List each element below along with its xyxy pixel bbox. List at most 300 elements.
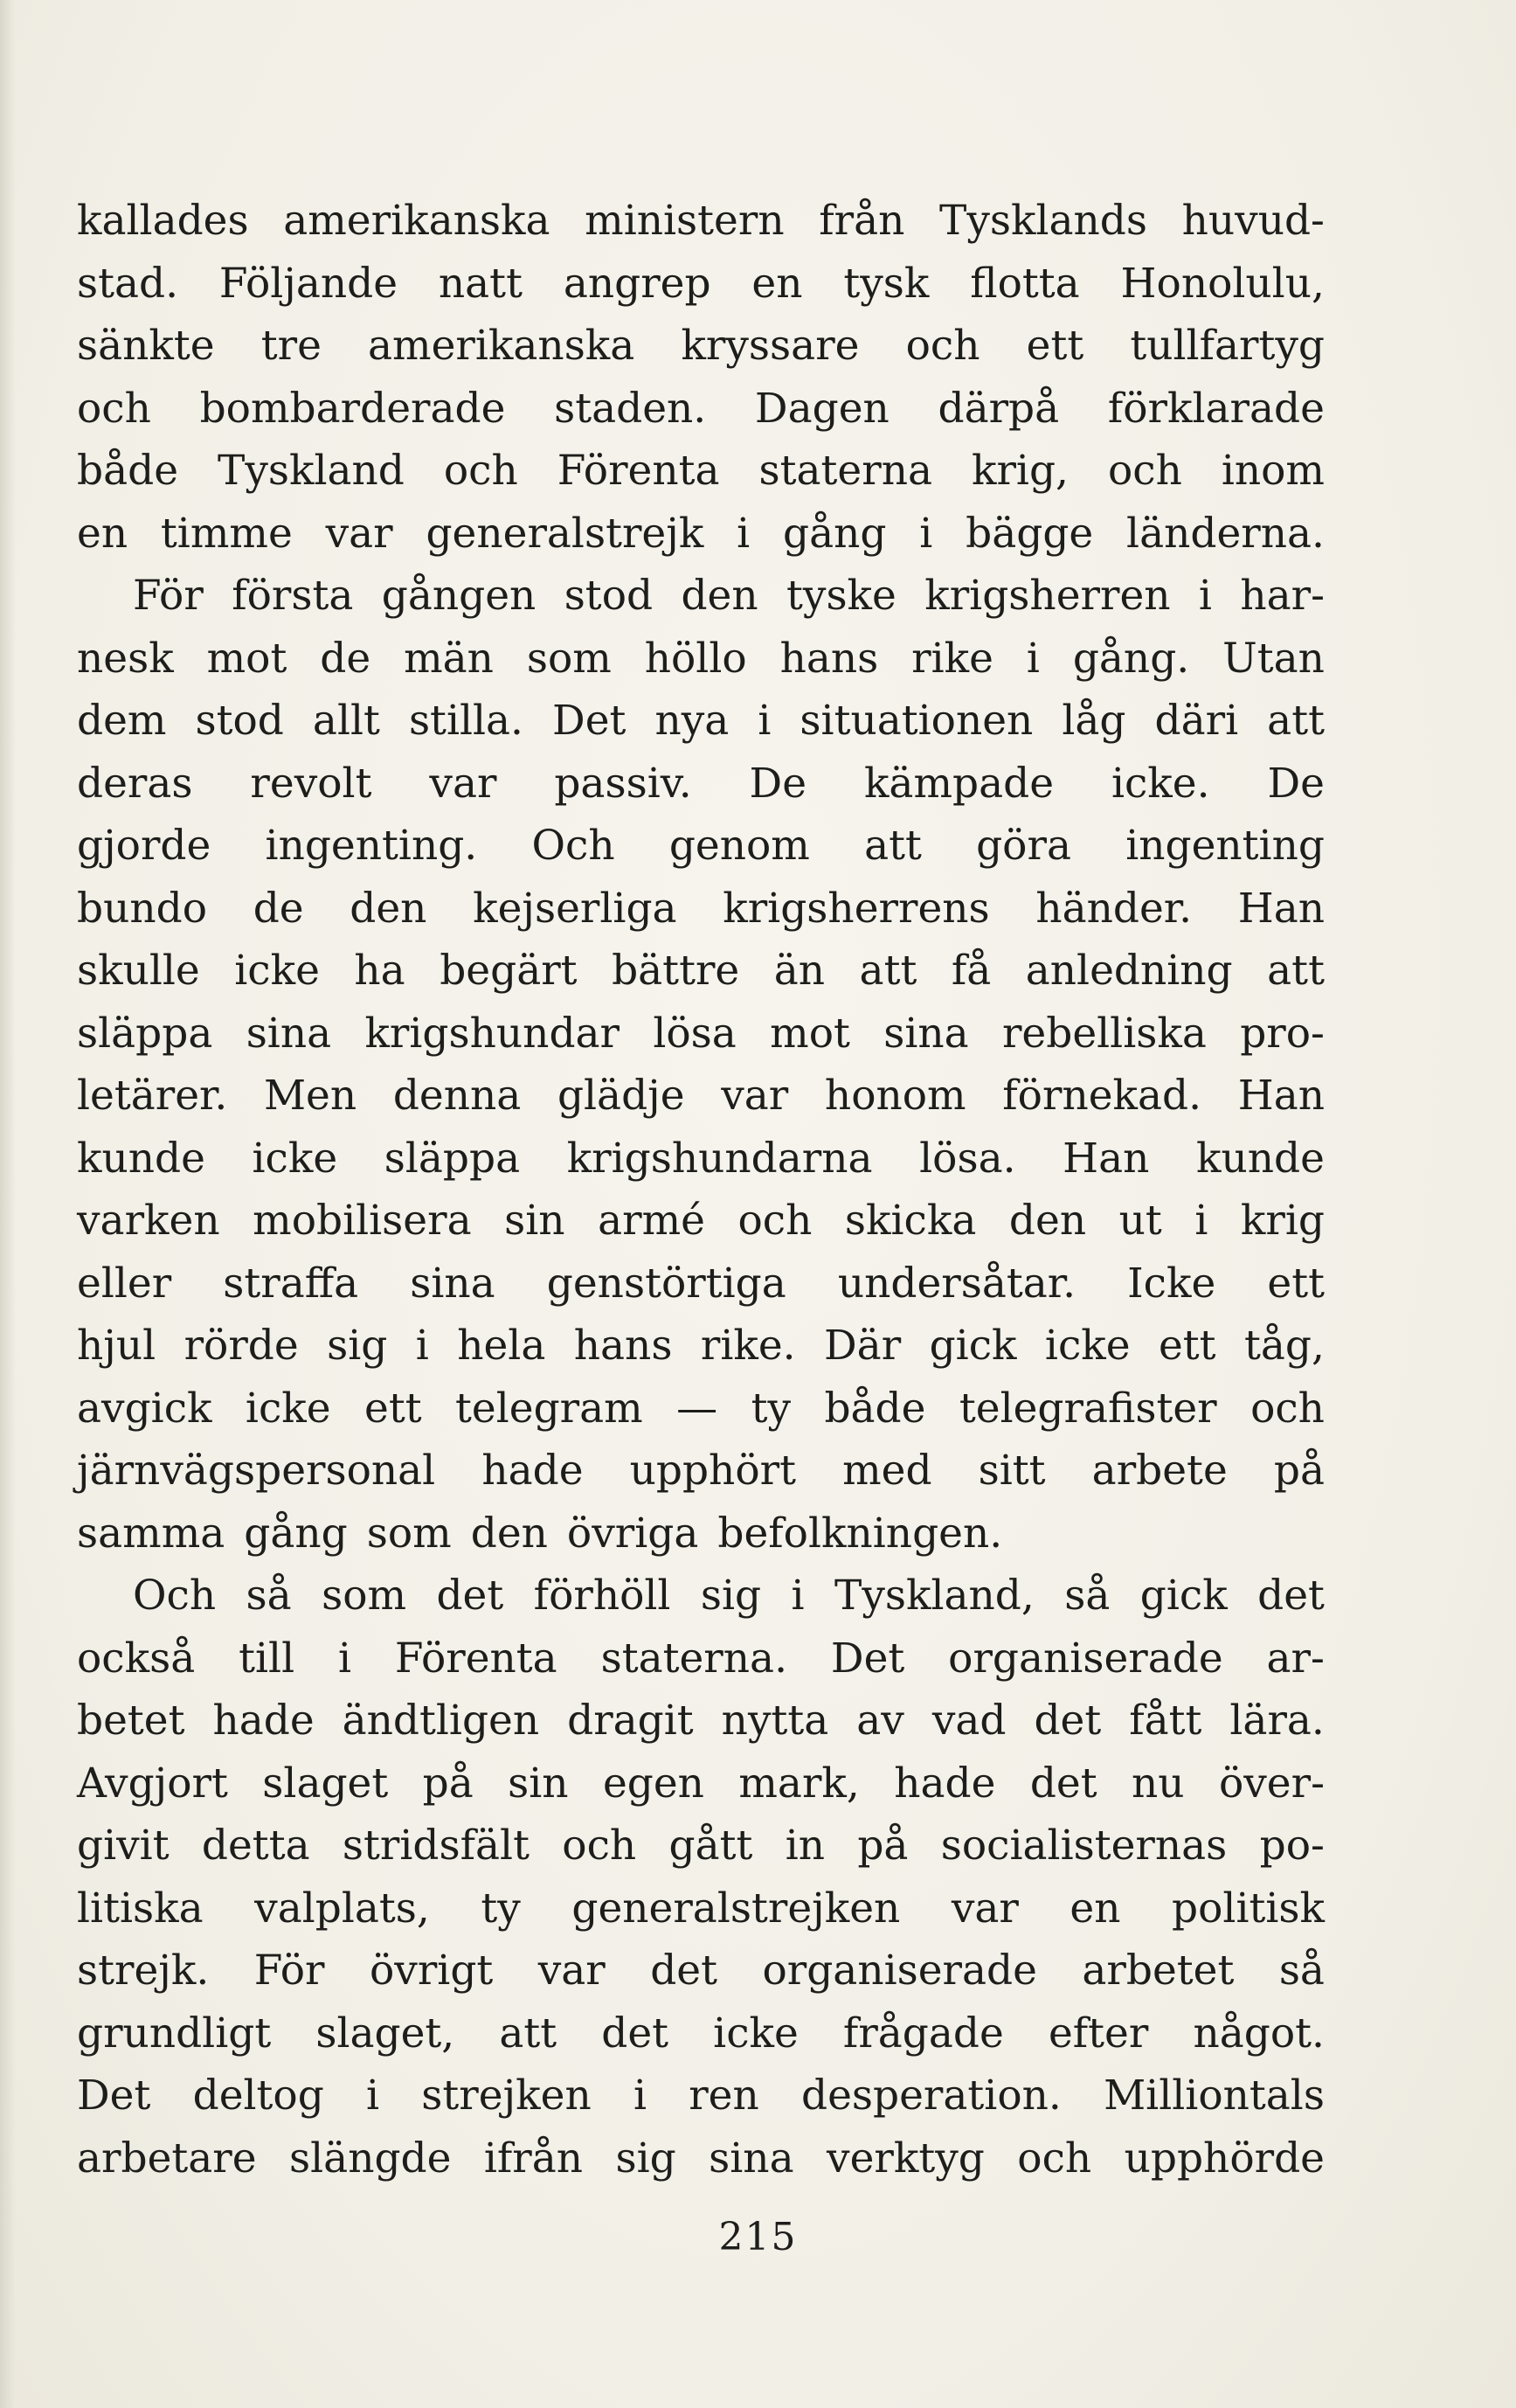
word: från	[819, 197, 905, 245]
text-line	[77, 440, 1325, 503]
word: kryssare	[681, 322, 860, 370]
word: det	[1257, 1572, 1325, 1620]
word: bättre	[612, 947, 740, 995]
word: dragit	[567, 1697, 694, 1745]
word: en	[1070, 1884, 1121, 1933]
word: amerikanska	[283, 197, 550, 245]
word: strejk.	[77, 1947, 210, 1995]
word: mot	[206, 634, 287, 683]
text-line	[77, 315, 1325, 378]
word: dem	[77, 697, 167, 745]
word: både	[824, 1384, 926, 1433]
word: givit	[77, 1822, 170, 1870]
word: arbete	[1091, 1447, 1228, 1495]
word: strejken	[421, 2071, 592, 2120]
word: i	[737, 509, 751, 558]
word: pro-	[1240, 1009, 1325, 1058]
word: detta	[201, 1822, 310, 1870]
word: socialisternas	[940, 1822, 1228, 1870]
word: både	[77, 447, 179, 495]
word: honom	[824, 1072, 966, 1120]
word: sina	[246, 1009, 332, 1058]
word: eller	[77, 1259, 172, 1308]
text-line	[77, 878, 1325, 940]
word: hela	[457, 1322, 546, 1370]
word: sig	[327, 1322, 388, 1370]
text-line	[77, 1502, 1325, 1565]
word: det	[650, 1947, 718, 1995]
word: tyske	[786, 572, 896, 620]
word: händer.	[1035, 884, 1193, 933]
word: genstörtiga	[546, 1259, 786, 1308]
word: på	[422, 1759, 474, 1808]
text-line	[77, 1253, 1325, 1315]
word: sin	[504, 1197, 565, 1245]
word: icke	[713, 2009, 799, 2058]
text-line	[77, 253, 1325, 316]
word: tåg,	[1243, 1322, 1325, 1370]
word: män	[404, 634, 494, 683]
text-line	[77, 1065, 1325, 1128]
word: sig	[700, 1572, 762, 1620]
word: ar-	[1266, 1634, 1325, 1683]
word: mobilisera	[253, 1197, 472, 1245]
word: lära.	[1229, 1697, 1325, 1745]
word: vad	[931, 1697, 1007, 1745]
word: litiska	[77, 1884, 204, 1933]
word: ministern	[585, 197, 785, 245]
word: till	[239, 1634, 295, 1683]
word: ty	[481, 1884, 521, 1933]
word: Tyskland	[217, 447, 405, 495]
word: slaget,	[315, 2009, 455, 2058]
text-line	[77, 1190, 1325, 1253]
word: i	[791, 1572, 805, 1620]
page-number: 215	[718, 2215, 798, 2259]
text-line	[77, 503, 1325, 566]
word: icke	[1044, 1322, 1131, 1370]
word: in	[785, 1822, 826, 1870]
word: flotta	[970, 259, 1080, 308]
word: Honolulu,	[1120, 259, 1325, 308]
word: slaget	[262, 1759, 389, 1808]
word: stridsfält	[342, 1822, 530, 1870]
word: krig	[1240, 1197, 1325, 1245]
word: rike.	[700, 1322, 796, 1370]
word: verktyg	[827, 2134, 985, 2182]
word: en	[751, 259, 803, 308]
word: tre	[260, 322, 322, 370]
word: krig,	[971, 447, 1069, 495]
word: nesk	[77, 634, 174, 683]
word: De	[749, 759, 807, 808]
word: sina	[410, 1259, 495, 1308]
text-line	[77, 1940, 1325, 2002]
word: situationen	[800, 697, 1034, 745]
text-line	[77, 753, 1325, 815]
word: desperation.	[801, 2071, 1062, 2120]
word: staden.	[554, 384, 707, 433]
word: icke	[234, 947, 320, 995]
word: angrep	[563, 259, 711, 308]
word: Milliontals	[1104, 2071, 1325, 2120]
word: telegram	[455, 1384, 643, 1433]
word: den	[681, 572, 758, 620]
word: en	[77, 509, 128, 558]
word: var	[951, 1884, 1019, 1933]
word: av	[856, 1697, 904, 1745]
word: sina	[709, 2134, 794, 2182]
word: krigsherren	[924, 572, 1171, 620]
word: förnekad.	[1002, 1072, 1202, 1120]
word: och	[1017, 2134, 1092, 2182]
text-line	[77, 2002, 1325, 2065]
word: mot	[770, 1009, 850, 1058]
word: arbetare	[77, 2134, 257, 2182]
word: betet	[77, 1697, 185, 1745]
word: Förenta	[394, 1634, 557, 1683]
word: hade	[894, 1759, 996, 1808]
word: Utan	[1222, 634, 1325, 683]
word: politisk	[1172, 1884, 1325, 1933]
word: att	[499, 2009, 557, 2058]
word: den	[470, 1509, 548, 1558]
word: undersåtar.	[837, 1259, 1076, 1308]
word: kämpade	[863, 759, 1055, 808]
word: och	[1250, 1384, 1325, 1433]
word: rörde	[183, 1322, 299, 1370]
word: timme	[160, 509, 293, 558]
word: den	[1008, 1197, 1087, 1245]
word: ett	[1267, 1259, 1325, 1308]
word: ett	[364, 1384, 422, 1433]
word: frågade	[842, 2009, 1004, 2058]
word: Avgjort	[77, 1759, 228, 1808]
word: Tyskland,	[834, 1572, 1035, 1620]
word: lösa	[653, 1009, 737, 1058]
word: lösa.	[919, 1134, 1016, 1183]
text-line	[77, 940, 1325, 1003]
text-line	[77, 690, 1325, 753]
word: Det	[552, 697, 626, 745]
word: nytta	[721, 1697, 829, 1745]
word: natt	[438, 259, 523, 308]
word: skicka	[844, 1197, 977, 1245]
word: sina	[883, 1009, 969, 1058]
word: tysk	[843, 259, 930, 308]
word: Han	[1063, 1134, 1150, 1183]
word: har-	[1240, 572, 1325, 620]
word: stad.	[77, 259, 179, 308]
word: slängde	[289, 2134, 452, 2182]
word: För	[133, 572, 204, 620]
word: Det	[830, 1634, 905, 1683]
word: generalstrejken	[571, 1884, 901, 1933]
word: i	[633, 2071, 647, 2120]
word: icke.	[1111, 759, 1210, 808]
word: som	[526, 634, 612, 683]
word: över-	[1218, 1759, 1325, 1808]
word: än	[773, 947, 826, 995]
word: att	[1267, 947, 1325, 995]
word: den	[350, 884, 427, 933]
text-line	[77, 1565, 1325, 1627]
word: Där	[824, 1322, 902, 1370]
word: ingenting.	[265, 822, 478, 870]
word: höllo	[644, 634, 747, 683]
word: första	[232, 572, 354, 620]
word: straffa	[223, 1259, 359, 1308]
word: stod	[195, 697, 284, 745]
word: grundligt	[77, 2009, 272, 2058]
word: förhöll	[533, 1572, 671, 1620]
word: övriga	[566, 1509, 699, 1558]
word: att	[859, 947, 917, 995]
word: gjorde	[77, 822, 211, 870]
word: fått	[1129, 1697, 1202, 1745]
word: generalstrejk	[426, 509, 704, 558]
word: upphörde	[1124, 2134, 1325, 2182]
text-line	[77, 1440, 1325, 1502]
word: icke	[252, 1134, 338, 1183]
word: i	[1198, 572, 1212, 620]
word: i	[366, 2071, 380, 2120]
word: i	[1194, 1197, 1208, 1245]
word: och	[905, 322, 980, 370]
word: förklarade	[1107, 384, 1325, 433]
word: också	[77, 1634, 196, 1683]
word: Och	[531, 822, 615, 870]
word: ingenting	[1125, 822, 1325, 870]
word: bägge	[966, 509, 1094, 558]
word: deras	[77, 759, 193, 808]
word: krigshundar	[364, 1009, 620, 1058]
word: hjul	[77, 1322, 156, 1370]
word: tullfartyg	[1130, 322, 1325, 370]
word: Han	[1237, 884, 1325, 933]
word: hans	[573, 1322, 673, 1370]
word: ett	[1158, 1322, 1216, 1370]
word: nu	[1132, 1759, 1185, 1808]
word: och	[1107, 447, 1182, 495]
word: ifrån	[483, 2134, 584, 2182]
text-line	[77, 1315, 1325, 1377]
word: Och	[133, 1572, 217, 1620]
word: kunde	[1196, 1134, 1325, 1183]
text-line	[77, 1128, 1325, 1190]
word: bombarderade	[199, 384, 506, 433]
word: det	[1029, 1759, 1097, 1808]
word: gång.	[1072, 634, 1190, 683]
word: arbetet	[1082, 1947, 1235, 1995]
word: i	[1026, 634, 1040, 683]
word: krigshundarna	[566, 1134, 873, 1183]
word: revolt	[250, 759, 372, 808]
page-gutter-shadow	[0, 0, 16, 2408]
text-line	[77, 565, 1325, 628]
word: bundo	[77, 884, 208, 933]
word: släppa	[77, 1009, 213, 1058]
word: po-	[1259, 1822, 1325, 1870]
word: Tysklands	[938, 197, 1147, 245]
word: kallades	[77, 197, 249, 245]
word: och	[562, 1822, 637, 1870]
word: passiv.	[554, 759, 692, 808]
word: egen	[602, 1759, 704, 1808]
word: i	[415, 1322, 429, 1370]
word: som	[322, 1572, 407, 1620]
text-line	[77, 1627, 1325, 1690]
word: nya	[654, 697, 730, 745]
word: organiserade	[948, 1634, 1223, 1683]
word: efter	[1048, 2009, 1149, 2058]
word: stilla.	[408, 697, 524, 745]
word: länderna.	[1126, 509, 1325, 558]
word: något.	[1193, 2009, 1325, 2058]
word: gången	[381, 572, 536, 620]
word: organiserade	[762, 1947, 1037, 1995]
word: det	[601, 2009, 669, 2058]
word: få	[951, 947, 992, 995]
word: kunde	[77, 1134, 205, 1183]
word: rebelliska	[1001, 1009, 1207, 1058]
word: De	[1267, 759, 1325, 808]
word: armé	[598, 1197, 705, 1245]
word: upphört	[629, 1447, 796, 1495]
word: var	[721, 1072, 789, 1120]
word: befolkningen.	[717, 1509, 1003, 1558]
text-line	[77, 815, 1325, 878]
text-line	[77, 190, 1325, 253]
word: gick	[929, 1322, 1017, 1370]
word: det	[436, 1572, 504, 1620]
word: huvud-	[1181, 197, 1325, 245]
text-line	[77, 1690, 1325, 1752]
word: var	[429, 759, 497, 808]
text-line	[77, 1377, 1325, 1440]
word: icke	[245, 1384, 331, 1433]
text-line	[77, 378, 1325, 441]
word: göra	[976, 822, 1071, 870]
word: För	[253, 1947, 325, 1995]
word: —	[676, 1384, 718, 1433]
word: gick	[1139, 1572, 1228, 1620]
word: glädje	[557, 1072, 685, 1120]
word: ett	[1026, 322, 1084, 370]
word: med	[842, 1447, 932, 1495]
word: ty	[751, 1384, 792, 1433]
word: järnvägspersonal	[77, 1447, 436, 1495]
word: Icke	[1127, 1259, 1216, 1308]
word: Följande	[218, 259, 398, 308]
word: de	[253, 884, 304, 933]
word: valplats,	[254, 1884, 430, 1933]
word: gång	[244, 1509, 348, 1558]
text-line	[77, 2127, 1325, 2190]
word: gått	[668, 1822, 753, 1870]
word: i	[337, 1634, 352, 1683]
text-line	[77, 1003, 1325, 1065]
word: anledning	[1025, 947, 1233, 995]
word: låg	[1062, 697, 1126, 745]
word: övrigt	[369, 1947, 494, 1995]
word: i	[758, 697, 772, 745]
word: ren	[689, 2071, 759, 2120]
word: Dagen	[754, 384, 890, 433]
word: kejserliga	[473, 884, 677, 933]
word: Det	[77, 2071, 151, 2120]
word: ha	[354, 947, 405, 995]
word: hade	[212, 1697, 315, 1745]
text-line	[77, 2064, 1325, 2127]
word: mark,	[738, 1759, 860, 1808]
word: samma	[77, 1509, 225, 1558]
word: staterna	[758, 447, 932, 495]
word: att	[864, 822, 922, 870]
word: och	[77, 384, 151, 433]
word: att	[1267, 697, 1325, 745]
word: var	[325, 509, 393, 558]
word: de	[320, 634, 371, 683]
word: inom	[1221, 447, 1325, 495]
word: så	[246, 1572, 292, 1620]
word: så	[1064, 1572, 1111, 1620]
word: hans	[779, 634, 879, 683]
word: så	[1278, 1947, 1325, 1995]
word: släppa	[384, 1134, 521, 1183]
word: hade	[481, 1447, 584, 1495]
word: sin	[508, 1759, 569, 1808]
word: i	[919, 509, 933, 558]
word: Han	[1237, 1072, 1325, 1120]
word: denna	[392, 1072, 522, 1120]
word: ändtligen	[342, 1697, 540, 1745]
word: sänkte	[77, 322, 215, 370]
word: rike	[911, 634, 993, 683]
word: allt	[312, 697, 380, 745]
text-line	[77, 1815, 1325, 1877]
word: Förenta	[557, 447, 720, 495]
word: stod	[564, 572, 654, 620]
text-line	[77, 628, 1325, 690]
word: varken	[77, 1197, 220, 1245]
body-text	[77, 190, 1325, 2189]
word: krigsherrens	[723, 884, 990, 933]
word: sig	[615, 2134, 676, 2182]
word: amerikanska	[368, 322, 635, 370]
word: på	[857, 1822, 909, 1870]
word: staterna.	[600, 1634, 788, 1683]
word: det	[1034, 1697, 1102, 1745]
word: och	[737, 1197, 813, 1245]
word: letärer.	[77, 1072, 228, 1120]
word: därpå	[938, 384, 1060, 433]
text-line	[77, 1752, 1325, 1815]
word: var	[537, 1947, 606, 1995]
word: ut	[1118, 1197, 1162, 1245]
word: däri	[1154, 697, 1239, 745]
word: Men	[263, 1072, 357, 1120]
word: och	[443, 447, 518, 495]
word: genom	[668, 822, 810, 870]
word: deltog	[192, 2071, 324, 2120]
text-line	[77, 1877, 1325, 1940]
word: avgick	[77, 1384, 212, 1433]
word: som	[366, 1509, 452, 1558]
word: begärt	[440, 947, 578, 995]
word: sitt	[978, 1447, 1046, 1495]
word: telegrafister	[959, 1384, 1217, 1433]
